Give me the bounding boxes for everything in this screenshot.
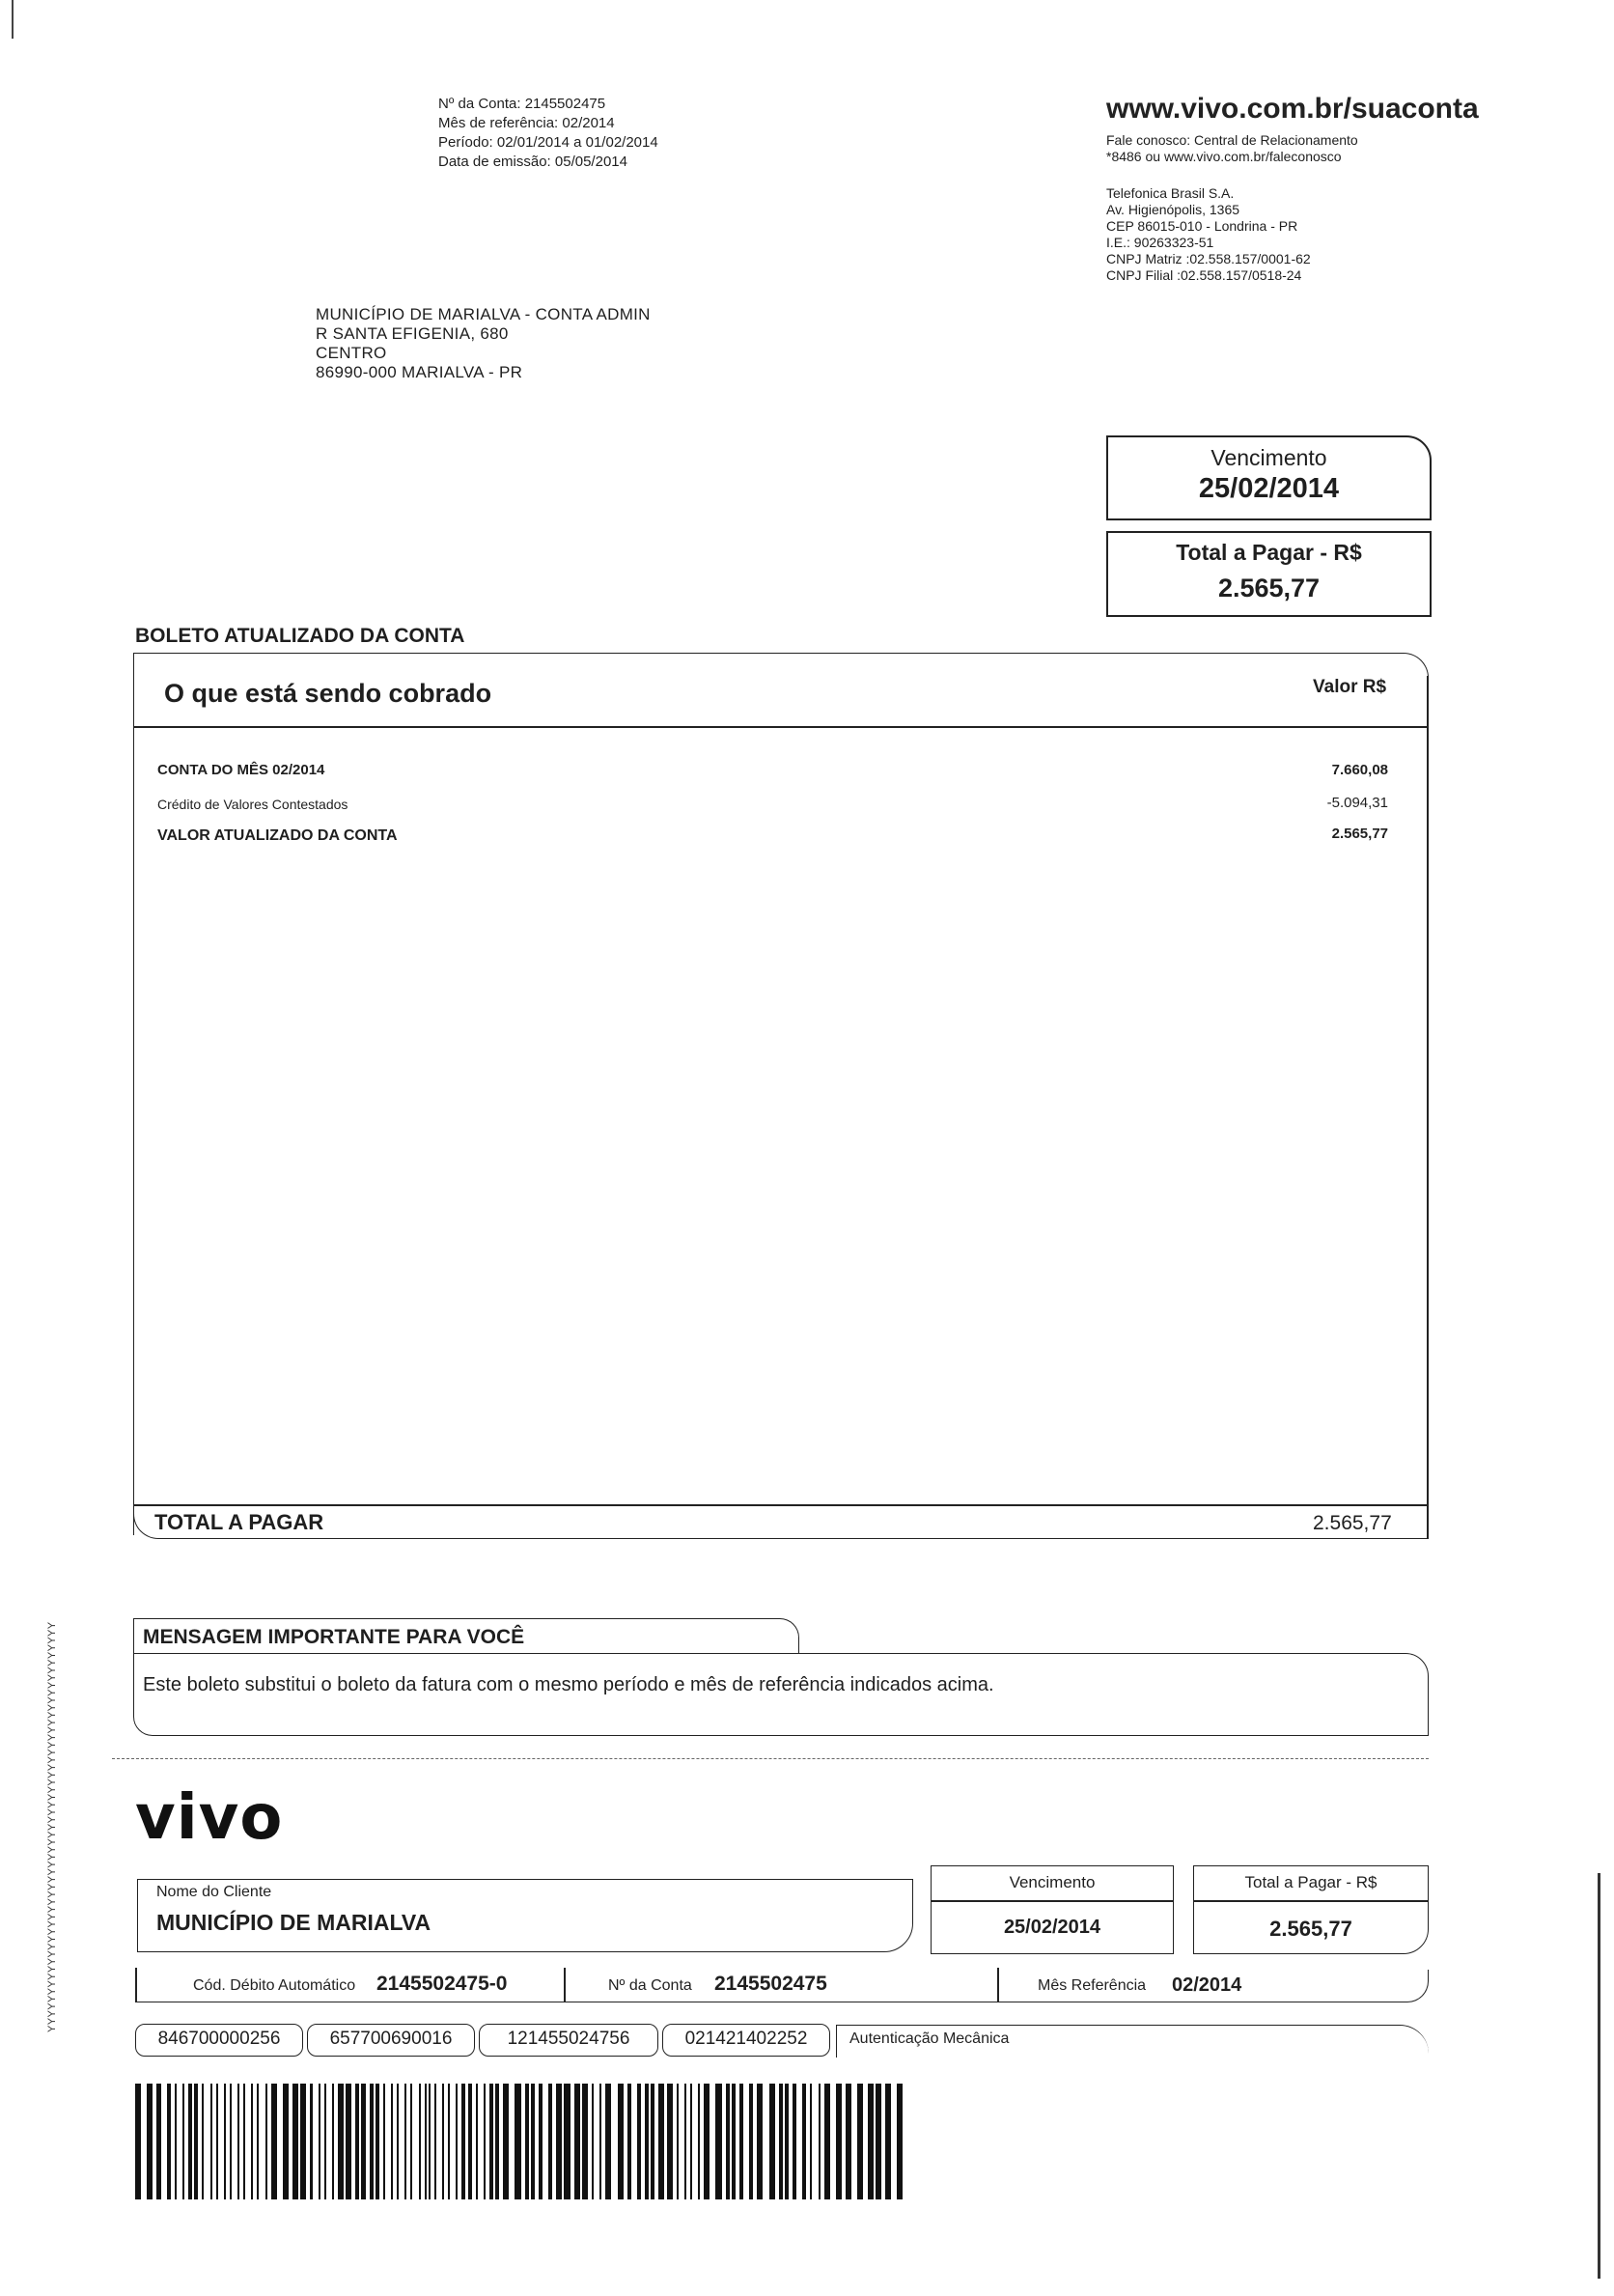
auth-label: Autenticação Mecânica [849, 2030, 1010, 2047]
slip-total-divider [1193, 1900, 1429, 1902]
total-to-pay-value: 2.565,77 [1313, 1512, 1392, 1534]
slip-due-label: Vencimento [1009, 1873, 1096, 1891]
company-street: Av. Higienópolis, 1365 [1106, 202, 1240, 217]
vivo-logo [135, 1782, 283, 1854]
barcode-bar [903, 2084, 906, 2199]
account-label: Nº da Conta [608, 1977, 692, 1994]
address-line-3: CENTRO [316, 344, 387, 362]
total-due-value: 2.565,77 [1217, 574, 1321, 602]
barcode-field-4: 021421402252 [662, 2024, 830, 2057]
charge-row-value-0: 7.660,08 [1331, 762, 1388, 778]
address-line-1: MUNICÍPIO DE MARIALVA - CONTA ADMIN [316, 305, 651, 323]
reference-month: Mês de referência: 02/2014 [438, 115, 615, 131]
company-cnpj-matriz: CNPJ Matriz :02.558.157/0001-62 [1106, 251, 1311, 266]
barcode-field-3: 121455024756 [479, 2024, 658, 2057]
scan-edge-right [1598, 1873, 1600, 2279]
total-due-label: Total a Pagar - R$ [1176, 540, 1362, 565]
billing-period: Período: 02/01/2014 a 01/02/2014 [438, 134, 658, 151]
account-value: 2145502475 [714, 1973, 827, 1995]
charge-row-label-0: CONTA DO MÊS 02/2014 [157, 762, 325, 778]
barcode-field-2: 657700690016 [307, 2024, 475, 2057]
charges-header-divider [133, 726, 1429, 728]
info-row-bottom-border [135, 1970, 1429, 2002]
account-info [438, 95, 658, 172]
charge-row-value-1: -5.094,31 [1326, 795, 1388, 811]
company-cep: CEP 86015-010 - Londrina - PR [1106, 218, 1298, 234]
total-to-pay-label: TOTAL A PAGAR [154, 1510, 324, 1534]
ref-value: 02/2014 [1172, 1974, 1242, 1996]
company-cnpj-filial: CNPJ Filial :02.558.157/0518-24 [1106, 267, 1302, 283]
scan-edge-left [12, 0, 14, 39]
charge-row-label-1: Crédito de Valores Contestados [157, 797, 348, 812]
slip-due-divider [931, 1900, 1174, 1902]
provider-website[interactable]: www.vivo.com.br/suaconta [1106, 93, 1479, 125]
company-name: Telefonica Brasil S.A. [1106, 185, 1235, 201]
client-name-value: MUNICÍPIO DE MARIALVA [156, 1910, 431, 1935]
company-info [1106, 185, 1311, 284]
value-header: Valor R$ [1313, 677, 1387, 697]
contact-line-2: *8486 ou www.vivo.com.br/faleconosco [1106, 149, 1342, 164]
due-date-label: Vencimento [1210, 445, 1327, 470]
due-date-value: 25/02/2014 [1198, 473, 1340, 504]
issue-date: Data de emissão: 05/05/2014 [438, 154, 627, 170]
due-date-box [1106, 435, 1432, 520]
ref-label: Mês Referência [1038, 1977, 1147, 1994]
debit-value: 2145502475-0 [376, 1973, 508, 1995]
side-mark: YYYYYYYYYYYYYYYYYYYYYYYYYYYYYYYYYYYYYYYYYYYYYYYYYYYYYYY [46, 1621, 58, 2032]
contact-line-1: Fale conosco: Central de Relacionamento [1106, 132, 1358, 148]
debit-label: Cód. Débito Automático [193, 1977, 356, 1994]
customer-address [316, 305, 651, 382]
total-bottom-border [133, 1506, 1429, 1539]
barcode-field-1: 846700000256 [135, 2024, 303, 2057]
company-ie: I.E.: 90263323-51 [1106, 235, 1214, 250]
vivo-logo-text: vivo [135, 1782, 284, 1854]
charges-panel-right-border [1427, 676, 1429, 1539]
slip-total-value: 2.565,77 [1269, 1917, 1352, 1941]
charges-panel [133, 653, 1429, 1535]
slip-total-label: Total a Pagar - R$ [1244, 1873, 1377, 1891]
message-title: MENSAGEM IMPORTANTE PARA VOCÊ [143, 1626, 525, 1648]
contact-info [1106, 132, 1358, 165]
address-line-2: R SANTA EFIGENIA, 680 [316, 324, 509, 343]
slip-due-date: 25/02/2014 [1003, 1917, 1101, 1938]
message-text: Este boleto substitui o boleto da fatura com o mesmo período e mês de referência indicados acima. [143, 1674, 994, 1695]
address-line-4: 86990-000 MARIALVA - PR [316, 363, 523, 381]
account-number: Nº da Conta: 2145502475 [438, 96, 606, 112]
charge-row-label-2: VALOR ATUALIZADO DA CONTA [157, 827, 398, 844]
charge-row-value-2: 2.565,77 [1331, 826, 1388, 842]
charges-heading: O que está sendo cobrado [164, 679, 492, 708]
payment-barcode [135, 2084, 909, 2199]
section-title: BOLETO ATUALIZADO DA CONTA [135, 625, 465, 647]
cut-line [112, 1758, 1429, 1759]
client-name-label: Nome do Cliente [156, 1884, 272, 1900]
total-due-box [1106, 531, 1432, 617]
